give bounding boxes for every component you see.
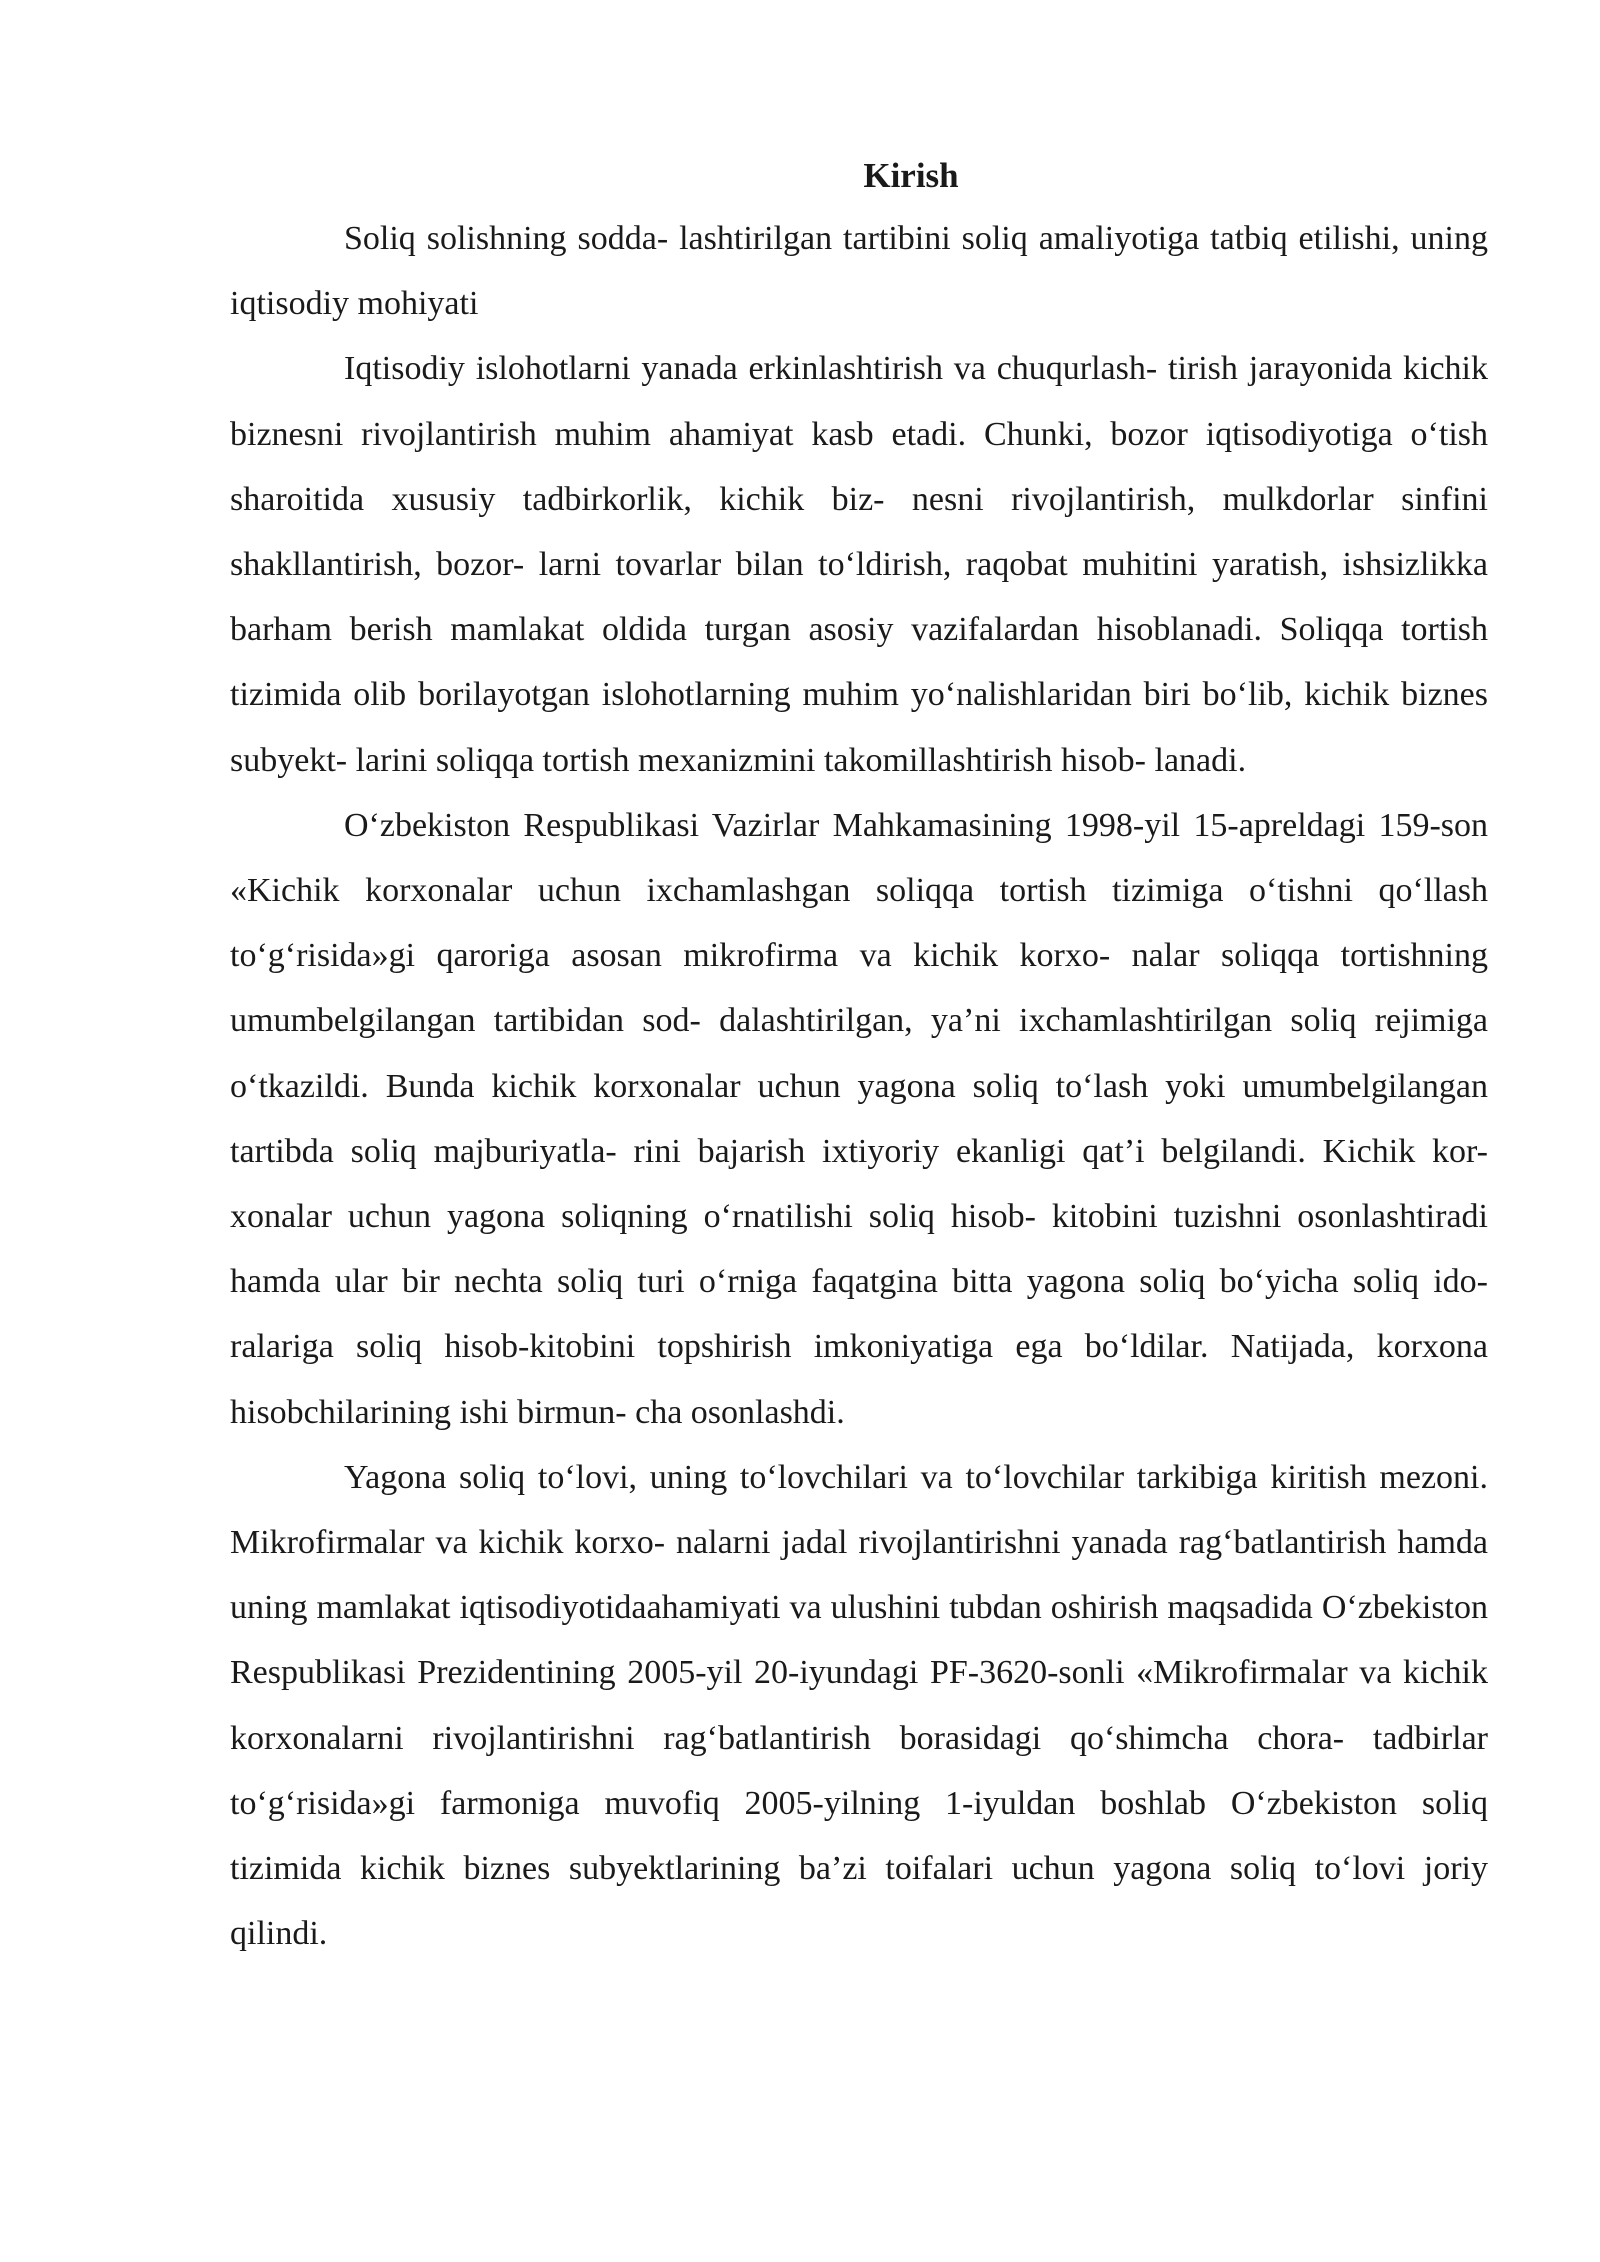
paragraph-resolution-1998: O‘zbekiston Respublikasi Vazirlar Mahkamasining 1998-yil 15-apreldagi 159-son «Kichik korxonalar uchun ixchamlashgan soliqqa tortish tizimiga o‘tishni qo‘llash to‘g‘risida»gi qaroriga asosan mikrofirma va kichik korxo- nalar soliqqa tortishning umumbelgilangan tartibidan sod- dalashtirilgan, ya’ni ixchamlashtirilgan soliq rejimiga o‘tkazildi. Bunda kichik korxonalar uchun yagona soliq to‘lash yoki umumbelgilangan tartibda soliq majburiyatla- rini bajarish ixtiyoriy ekanligi qat’i belgilandi. Kichik kor- xonalar uchun yagona soliqning o‘rnatilishi soliq hisob- kitobini tuzishni osonlashtiradi hamda ular bir nechta soliq turi o‘rniga faqatgina bitta yagona soliq bo‘yicha soliq ido- ralariga soliq hisob-kitobini topshirish imkoniyatiga ega bo‘ldilar. Natijada, korxona hisobchilarining ishi birmun- cha osonlashdi. [230, 806, 1488, 1431]
paragraph-single-tax-2005: Yagona soliq to‘lovi, uning to‘lovchilari va to‘lovchilar tarkibiga kiritish mezoni. Mikrofirmalar va kichik korxo- nalarni jadal rivojlantirishni yanada rag‘batlantirish hamda uning mamlakat iqtisodiyotidaahamiyati va ulushini tubdan oshirish maqsadida O‘zbekiston Respublikasi Prezidentining 2005-yil 20-iyundagi PF-3620-sonli «Mikrofirmalar va kichik korxonalarni rivojlantirishni rag‘batlantirish borasidagi qo‘shimcha chora- tadbirlar to‘g‘risida»gi farmoniga muvofiq 2005-yilning 1-iyuldan boshlab O‘zbekiston soliq tizimida kichik biznes subyektlarining ba’zi toifalari uchun yagona soliq to‘lovi joriy qilindi. [230, 1458, 1488, 1953]
paragraph-reforms: Iqtisodiy islohotlarni yanada erkinlashtirish va chuqurlash- tirish jarayonida kichik biznesni rivojlantirish muhim ahamiyat kasb etadi. Chunki, bozor iqtisodiyotiga o‘tish sharoitida xususiy tadbirkorlik, kichik biz- nesni rivojlantirish, mulkdorlar sinfini shakllantirish, bozor- larni tovarlar bilan to‘ldirish, raqobat muhitini yaratish, ishsizlikka barham berish mamlakat oldida turgan asosiy vazifalardan hisoblanadi. Soliqqa tortish tizimida olib borilayotgan islohotlarning muhim yo‘nalishlaridan biri bo‘lib, kichik biznes subyekt- larini soliqqa tortish mexanizmini takomillashtirish hisob- lanadi. [230, 350, 1488, 779]
document-body [230, 146, 1488, 1966]
paragraph-subtitle: Soliq solishning sodda- lashtirilgan tartibini soliq amaliyotiga tatbiq etilishi, uning iqtisodiy mohiyati [230, 220, 1488, 323]
document-title: Kirish [863, 156, 959, 195]
